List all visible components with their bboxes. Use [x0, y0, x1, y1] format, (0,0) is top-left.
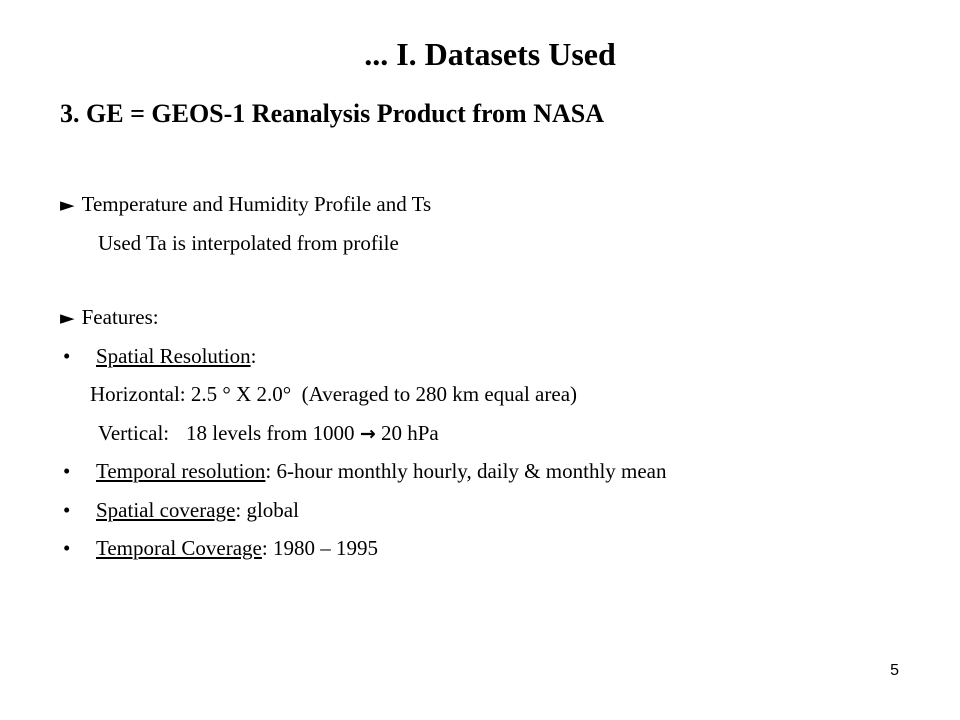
slide-subtitle: 3. GE = GEOS-1 Reanalysis Product from NASA: [60, 99, 604, 128]
bullet-dot: •: [63, 536, 71, 560]
horizontal-resolution-line: [90, 380, 577, 408]
feature-temporal-coverage: [96, 534, 378, 562]
page-number: 5: [890, 662, 899, 679]
triangle-right-icon: ►: [60, 307, 75, 329]
feature-label: Spatial Resolution: [96, 344, 251, 368]
item-profile-subtext: Used Ta is interpolated from profile: [98, 231, 399, 255]
vertical-label: Vertical:: [98, 421, 170, 445]
feature-label: Spatial coverage: [96, 498, 236, 522]
feature-suffix: :: [250, 344, 257, 368]
feature-label: Temporal Coverage: [96, 536, 262, 560]
feature-temporal-resolution: [96, 457, 667, 485]
item-profile: [60, 190, 431, 219]
item-features-text: Features:: [81, 305, 159, 329]
bullet-dot: •: [63, 344, 71, 368]
vertical-end: 20 hPa: [380, 421, 439, 445]
item-features: [60, 303, 159, 332]
bullet-dot: •: [63, 498, 71, 522]
feature-value: : 6-hour monthly hourly, daily & monthly mean: [265, 459, 667, 483]
feature-spatial-coverage: [96, 496, 299, 524]
feature-spatial-resolution: [96, 342, 256, 370]
vertical-resolution-line: [98, 419, 439, 448]
horizontal-value: 2.5 ° X 2.0° (Averaged to 280 km equal area): [190, 382, 578, 406]
vertical-value: 18 levels from 1000: [186, 421, 355, 445]
item-profile-text: Temperature and Humidity Profile and Ts: [81, 192, 432, 216]
feature-label: Temporal resolution: [96, 459, 266, 483]
feature-value: : 1980 – 1995: [261, 536, 378, 560]
bullet-dot: •: [63, 459, 71, 483]
feature-value: : global: [235, 498, 299, 522]
horizontal-label: Horizontal:: [90, 382, 186, 406]
triangle-right-icon: ►: [60, 194, 75, 216]
slide-title: ... I. Datasets Used: [364, 36, 616, 72]
arrow-right-icon: →: [359, 423, 376, 445]
